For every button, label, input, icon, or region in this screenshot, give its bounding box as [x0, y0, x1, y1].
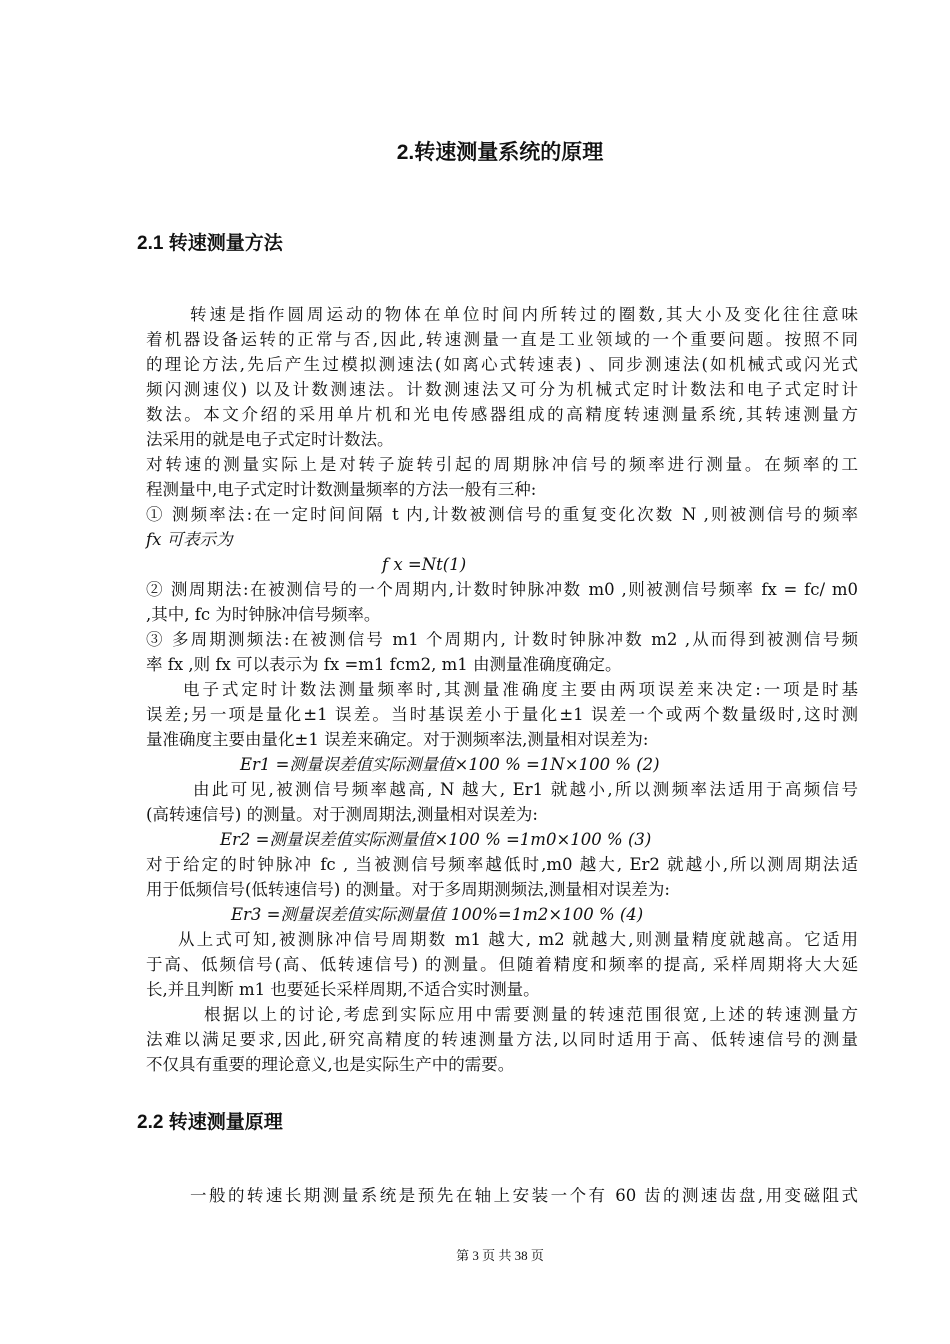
body-line: fx 可表示为 — [146, 530, 233, 549]
method-1-line: ① 测频率法:在一定时间间隔 t 内,计数被测信号的重复变化次数 N ,则被测信号的频率 — [146, 505, 858, 524]
body-line: 频闪测速仪) 以及计数测速法。计数测速法又可分为机械式定时计数法和电子式定时计 — [146, 380, 858, 399]
body-line: 着机器设备运转的正常与否,因此,转速测量一直是工业领域的一个重要问题。按照不同 — [146, 330, 858, 349]
body-line: ,其中, fc 为时钟脉冲信号频率。 — [146, 605, 381, 624]
formula-3: Er2 =测量误差值实际测量值×100 % =1m0×100 % (3) — [220, 830, 652, 849]
body-line: 电子式定时计数法测量频率时,其测量准确度主要由两项误差来决定:一项是时基 — [183, 680, 858, 699]
page-number-footer: 第 3 页 共 38 页 — [456, 1248, 544, 1263]
body-line: 根据以上的讨论,考虑到实际应用中需要测量的转速范围很宽,上述的转速测量方 — [204, 1005, 858, 1024]
method-2-line: ② 测周期法:在被测信号的一个周期内,计数时钟脉冲数 m0 ,则被测信号频率 fx = fc/ m0 — [146, 580, 858, 599]
body-line: 一般的转速长期测量系统是预先在轴上安装一个有 60 齿的测速齿盘,用变磁阻式 — [190, 1186, 858, 1205]
body-line: 由此可见,被测信号频率越高, N 越大, Er1 就越小,所以测频率法适用于高频信号 — [193, 780, 858, 799]
body-line: 长,并且判断 m1 也要延长采样周期,不适合实时测量。 — [146, 980, 540, 999]
body-line: 程测量中,电子式定时计数测量频率的方法一般有三种: — [146, 480, 537, 499]
formula-2: Er1 =测量误差值实际测量值×100 % =1N×100 % (2) — [240, 755, 660, 774]
body-line: 转速是指作圆周运动的物体在单位时间内所转过的圈数,其大小及变化往往意味 — [190, 305, 858, 324]
body-line: 法采用的就是电子式定时计数法。 — [146, 430, 394, 449]
body-line: 数法。本文介绍的采用单片机和光电传感器组成的高精度转速测量系统,其转速测量方 — [146, 405, 858, 424]
body-line: 从上式可知,被测脉冲信号周期数 m1 越大, m2 就越大,则测量精度就越高。它适用 — [178, 930, 858, 949]
body-line: 对转速的测量实际上是对转子旋转引起的周期脉冲信号的频率进行测量。在频率的工 — [146, 455, 858, 474]
body-line: 误差;另一项是量化±1 误差。当时基误差小于量化±1 误差一个或两个数量级时,这时测 — [146, 705, 858, 724]
body-line: 用于低频信号(低转速信号) 的测量。对于多周期测频法,测量相对误差为: — [146, 880, 670, 899]
formula-4: Er3 =测量误差值实际测量值 100%=1m2×100 % (4) — [231, 905, 644, 924]
formula-1: f x =Nt(1) — [382, 555, 467, 574]
body-line: 量准确度主要由量化±1 误差来确定。对于测频率法,测量相对误差为: — [146, 730, 649, 749]
body-line: 法难以满足要求,因此,研究高精度的转速测量方法,以同时适用于高、低转速信号的测量 — [146, 1030, 858, 1049]
body-line: 对于给定的时钟脉冲 fc , 当被测信号频率越低时,m0 越大, Er2 就越小,所以测周期法适 — [146, 855, 858, 874]
section-heading-2-1: 2.1 转速测量方法 — [137, 233, 283, 254]
body-line: 不仅具有重要的理论意义,也是实际生产中的需要。 — [146, 1055, 515, 1074]
body-line: 于高、低频信号(高、低转速信号) 的测量。但随着精度和频率的提高, 采样周期将大大延 — [146, 955, 858, 974]
method-3-line: ③ 多周期测频法:在被测信号 m1 个周期内, 计数时钟脉冲数 m2 ,从而得到被测信号频 — [146, 630, 858, 649]
body-line: 的理论方法,先后产生过模拟测速法(如离心式转速表) 、同步测速法(如机械式或闪光式 — [146, 355, 858, 374]
section-heading-2-2: 2.2 转速测量原理 — [137, 1112, 283, 1133]
chapter-title: 2.转速测量系统的原理 — [396, 141, 604, 164]
body-line: (高转速信号) 的测量。对于测周期法,测量相对误差为: — [146, 805, 538, 824]
body-line: 率 fx ,则 fx 可以表示为 fx =m1 fcm2, m1 由测量准确度确定。 — [146, 655, 622, 674]
